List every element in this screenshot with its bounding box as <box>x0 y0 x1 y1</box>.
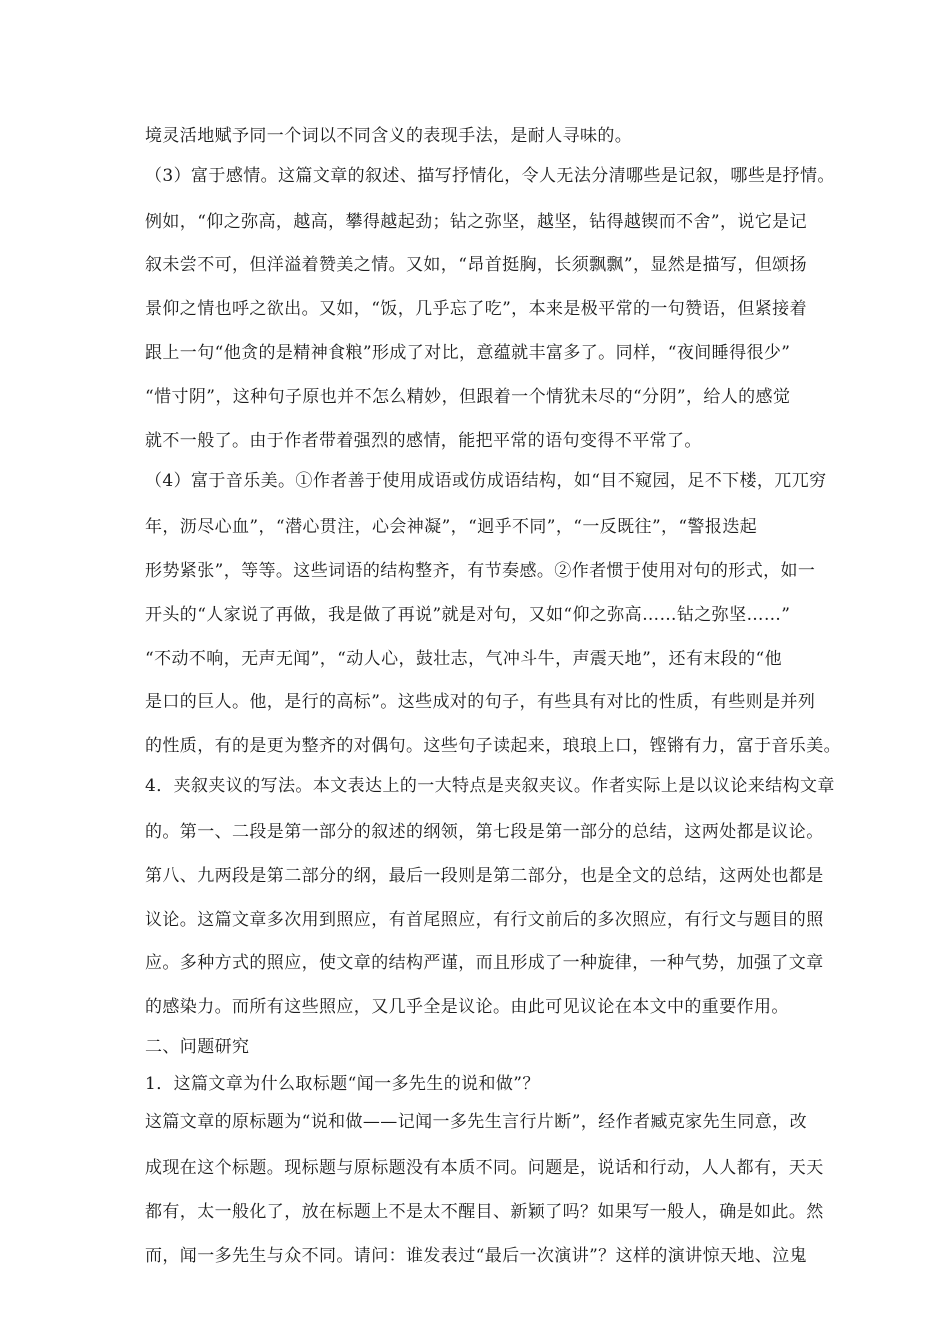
text-line: （3）富于感情。这篇文章的叙述、描写抒情化，令人无法分清哪些是记叙，哪些是抒情。 <box>145 166 835 186</box>
text-line: 的感染力。而所有这些照应，又几乎全是议论。由此可见议论在本文中的重要作用。 <box>145 997 789 1017</box>
text-line: 形势紧张”，等等。这些词语的结构整齐，有节奏感。②作者惯于使用对句的形式，如一 <box>145 561 816 581</box>
text-line: 是口的巨人。他，是行的高标”。这些成对的句子，有些具有对比的性质，有些则是并列 <box>145 692 816 712</box>
text-line: （4）富于音乐美。①作者善于使用成语或仿成语结构，如“目不窥园，足不下楼，兀兀穷 <box>145 471 827 491</box>
text-line: “惜寸阴”，这种句子原也并不怎么精妙，但跟着一个情犹未尽的“分阴”，给人的感觉 <box>145 387 791 407</box>
text-line: 就不一般了。由于作者带着强烈的感情，能把平常的语句变得不平常了。 <box>145 431 702 451</box>
text-line: 都有，太一般化了，放在标题上不是太不醒目、新颖了吗？如果写一般人，确是如此。然 <box>145 1202 824 1222</box>
text-line: 景仰之情也呼之欲出。又如，“饭，几乎忘了吃”，本来是极平常的一句赞语，但紧接着 <box>145 299 807 319</box>
text-line: 4．夹叙夹议的写法。本文表达上的一大特点是夹叙夹议。作者实际上是以议论来结构文章 <box>145 776 835 796</box>
text-line: “不动不响，无声无闻”，“动人心，鼓壮志，气冲斗牛，声震天地”，还有末段的“他 <box>145 649 783 669</box>
text-line: 议论。这篇文章多次用到照应，有首尾照应，有行文前后的多次照应，有行文与题目的照 <box>145 910 824 930</box>
text-line: 这篇文章的原标题为“说和做——记闻一多先生言行片断”，经作者臧克家先生同意，改 <box>145 1112 807 1132</box>
text-line: 年，沥尽心血”，“潜心贯注，心会神凝”，“迥乎不同”，“一反既往”，“警报迭起 <box>145 517 758 537</box>
text-line: 第八、九两段是第二部分的纲，最后一段则是第二部分，也是全文的总结，这两处也都是 <box>145 866 824 886</box>
text-line: 境灵活地赋予同一个词以不同含义的表现手法，是耐人寻味的。 <box>145 126 633 146</box>
text-line: 例如，“仰之弥高，越高，攀得越起劲；钻之弥坚，越坚，钻得越锲而不舍”，说它是记 <box>145 212 807 232</box>
text-line: 成现在这个标题。现标题与原标题没有本质不同。问题是，说话和行动，人人都有，天天 <box>145 1158 824 1178</box>
text-line: 的。第一、二段是第一部分的叙述的纲领，第七段是第一部分的总结，这两处都是议论。 <box>145 822 824 842</box>
text-line: 而，闻一多先生与众不同。请问：谁发表过“最后一次演讲”？这样的演讲惊天地、泣鬼 <box>145 1246 807 1266</box>
text-line: 叙未尝不可，但洋溢着赞美之情。又如，“昂首挺胸，长须飘飘”，显然是描写，但颂扬 <box>145 255 807 275</box>
text-line: 的性质，有的是更为整齐的对偶句。这些句子读起来，琅琅上口，铿锵有力，富于音乐美。 <box>145 736 841 756</box>
question-heading: 1．这篇文章为什么取标题“闻一多先生的说和做”？ <box>145 1074 540 1094</box>
text-line: 开头的“人家说了再做，我是做了再说”就是对句，又如“仰之弥高……钻之弥坚……” <box>145 605 791 625</box>
section-heading: 二、问题研究 <box>145 1037 250 1057</box>
text-line: 应。多种方式的照应，使文章的结构严谨，而且形成了一种旋律，一种气势，加强了文章 <box>145 953 824 973</box>
text-line: 跟上一句“他贪的是精神食粮”形成了对比，意蕴就丰富多了。同样，“夜间睡得很少” <box>145 343 791 363</box>
